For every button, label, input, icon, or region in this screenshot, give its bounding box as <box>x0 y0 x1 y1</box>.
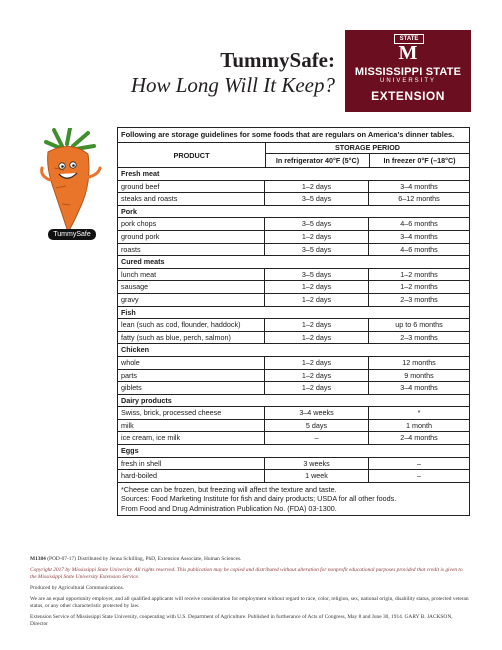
table-row <box>118 193 469 206</box>
product-cell: milk <box>118 420 265 432</box>
freezer-cell: 4–6 months <box>400 219 438 229</box>
category-label: Cured meats <box>121 257 165 267</box>
page-title: TummySafe: <box>220 48 335 72</box>
category-label: Fish <box>121 307 136 317</box>
product-cell: ground pork <box>118 231 265 243</box>
category-row <box>118 395 469 408</box>
table-row <box>118 231 469 244</box>
table-row <box>118 281 469 294</box>
produced-by: Produced by Agricultural Communications. <box>30 585 125 591</box>
table-header <box>118 143 469 168</box>
freezer-cell: 2–3 months <box>400 332 438 342</box>
product-cell: ground beef <box>118 181 265 193</box>
refrigerator-cell: 3–4 weeks <box>265 407 369 419</box>
refrigerator-cell: 3–5 days <box>265 193 369 205</box>
footer <box>30 556 470 632</box>
cheese-note: *Cheese can be frozen, but freezing will affect the texture and taste. <box>121 484 337 494</box>
extension-service-statement: Extension Service of Mississippi State University, cooperating with U.S. Department of Agriculture. Published in furtherance of Acts of Congress, May 8 and June 30, 1914. GARY B. JACKSON, Director <box>30 614 453 627</box>
table-intro: Following are storage guidelines for some foods that are regulars on America's dinner tables. <box>118 128 469 143</box>
publication-number: M1384 <box>30 556 46 562</box>
table-row <box>118 218 469 231</box>
product-cell: parts <box>118 370 265 382</box>
freezer-cell: 1 month <box>406 420 432 430</box>
category-row <box>118 344 469 357</box>
freezer-cell: 3–4 months <box>400 181 438 191</box>
logo-university: UNIVERSITY <box>379 78 436 84</box>
product-cell: pork chops <box>118 218 265 230</box>
table-row <box>118 269 469 282</box>
copyright-text: Copyright 2017 by Mississippi State University. All rights reserved. This publication may be copied and distributed without alteration for nonprofit educational purposes provided that credit is given to the Mississippi State University Extension Service. <box>30 567 463 580</box>
table-row <box>118 370 469 383</box>
category-row <box>118 256 469 269</box>
refrigerator-cell: 1–2 days <box>265 370 369 382</box>
page-subtitle: How Long Will It Keep? <box>130 73 335 97</box>
refrigerator-cell: 1–2 days <box>265 231 369 243</box>
freezer-cell: 1–2 months <box>400 282 438 292</box>
product-cell: roasts <box>118 244 265 256</box>
table-notes <box>118 483 469 516</box>
table-row <box>118 432 469 445</box>
freezer-cell: 6–12 months <box>398 194 440 204</box>
product-cell: giblets <box>118 382 265 394</box>
category-row <box>118 206 469 219</box>
table-row <box>118 294 469 307</box>
freezer-cell: 12 months <box>402 357 436 367</box>
freezer-cell: 4–6 months <box>400 244 438 254</box>
product-cell: lean (such as cod, flounder, haddock) <box>118 319 265 331</box>
fda-note: From Food and Drug Administration Publication No. (FDA) 03-1300. <box>121 503 337 513</box>
refrigerator-cell: 1–2 days <box>265 281 369 293</box>
product-cell: hard-boiled <box>118 470 265 482</box>
eeo-statement: We are an equal opportunity employer, and all qualified applicants will receive consideration for employment without regard to race, color, religion, sex, national origin, disability status, protected veteran status, or any other characteristic protected by law. <box>30 596 469 609</box>
refrigerator-cell: 1–2 days <box>265 319 369 331</box>
category-row <box>118 445 469 458</box>
product-cell: Swiss, brick, processed cheese <box>118 407 265 419</box>
refrigerator-cell: 3 weeks <box>265 458 369 470</box>
category-label: Dairy products <box>121 395 172 405</box>
storage-table <box>117 127 470 516</box>
table-row <box>118 382 469 395</box>
refrigerator-header: In refrigerator 40°F (5°C) <box>266 154 370 167</box>
table-row <box>118 332 469 345</box>
refrigerator-cell: – <box>265 432 369 444</box>
freezer-cell: 9 months <box>404 370 434 380</box>
product-cell: fatty (such as blue, perch, salmon) <box>118 332 265 344</box>
refrigerator-cell: 3–5 days <box>265 269 369 281</box>
table-row <box>118 458 469 471</box>
table-row <box>118 244 469 257</box>
freezer-cell: 2–3 months <box>400 294 438 304</box>
refrigerator-cell: 1–2 days <box>265 181 369 193</box>
freezer-header: In freezer 0°F (–18°C) <box>383 156 456 165</box>
refrigerator-cell: 1–2 days <box>265 357 369 369</box>
product-cell: steaks and roasts <box>118 193 265 205</box>
freezer-cell: – <box>417 471 421 481</box>
table-body <box>118 168 469 483</box>
table-row <box>118 357 469 370</box>
category-row <box>118 307 469 320</box>
title-block <box>0 48 335 98</box>
product-cell: sausage <box>118 281 265 293</box>
category-label: Pork <box>121 206 137 216</box>
product-cell: fresh in shell <box>118 458 265 470</box>
freezer-cell: up to 6 months <box>395 320 443 330</box>
refrigerator-cell: 1–2 days <box>265 294 369 306</box>
category-row <box>118 168 469 181</box>
freezer-cell: 1–2 months <box>400 269 438 279</box>
carrot-mascot-icon <box>40 128 110 244</box>
freezer-cell: – <box>417 458 421 468</box>
refrigerator-cell: 3–5 days <box>265 244 369 256</box>
freezer-cell: 3–4 months <box>400 231 438 241</box>
table-row <box>118 319 469 332</box>
logo-name: MISSISSIPPI STATE <box>354 66 462 78</box>
refrigerator-cell: 1–2 days <box>265 382 369 394</box>
freezer-cell: 2–4 months <box>400 433 438 443</box>
freezer-cell: 3–4 months <box>400 383 438 393</box>
table-row <box>118 470 469 483</box>
msu-shield-icon <box>386 34 430 64</box>
refrigerator-cell: 1 week <box>265 470 369 482</box>
msu-extension-logo <box>345 30 471 112</box>
table-row <box>118 407 469 420</box>
refrigerator-cell: 5 days <box>265 420 369 432</box>
category-label: Chicken <box>121 345 149 355</box>
logo-extension: EXTENSION <box>371 89 445 103</box>
table-row <box>118 420 469 433</box>
logo-m-letter: M <box>398 42 418 64</box>
product-cell: lunch meat <box>118 269 265 281</box>
refrigerator-cell: 3–5 days <box>265 218 369 230</box>
freezer-cell: * <box>417 408 421 418</box>
logo-state-text: STATE <box>394 34 424 44</box>
refrigerator-cell: 1–2 days <box>265 332 369 344</box>
sources-note: Sources: Food Marketing Institute for fish and dairy products; USDA for all other foods. <box>121 494 397 504</box>
product-cell: whole <box>118 357 265 369</box>
category-label: Fresh meat <box>121 169 160 178</box>
tummysafe-label: TummySafe <box>48 229 96 240</box>
table-row <box>118 181 469 194</box>
category-label: Eggs <box>121 446 139 456</box>
product-cell: ice cream, ice milk <box>118 432 265 444</box>
storage-period-header: STORAGE PERIOD <box>266 143 469 154</box>
product-cell: gravy <box>118 294 265 306</box>
product-header: PRODUCT <box>118 143 266 167</box>
publication-info: (POD-07-17) Distributed by Jenna Schilling, PhD, Extension Associate, Human Sciences. <box>47 556 242 562</box>
